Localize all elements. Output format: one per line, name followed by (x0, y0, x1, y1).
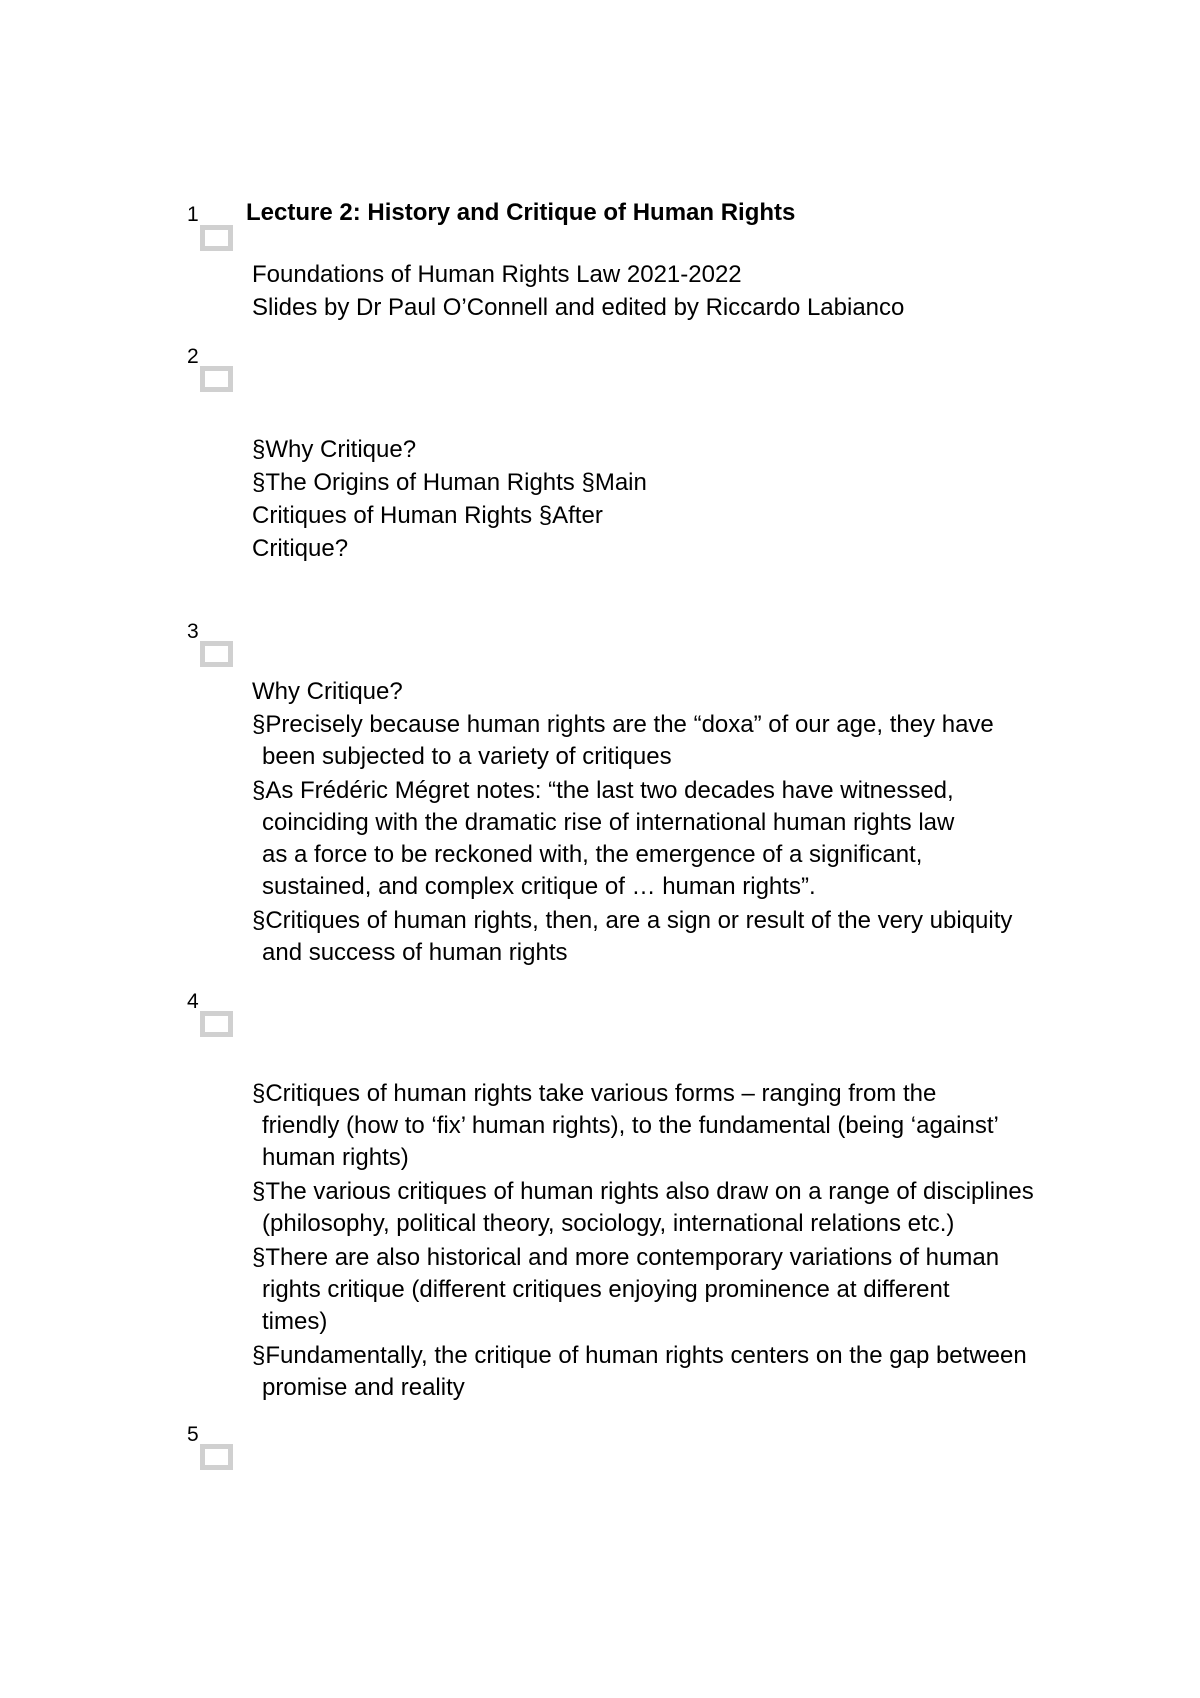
slide-number-3: 3 (187, 620, 199, 643)
slide-3-heading: Why Critique? (252, 678, 403, 705)
slide-5-checkbox[interactable] (200, 1444, 233, 1470)
slide-4-line: times) (262, 1308, 328, 1335)
slide-4-checkbox[interactable] (200, 1011, 233, 1037)
slide-3-line: §As Frédéric Mégret notes: “the last two decades have witnessed, (252, 777, 954, 804)
slide-4-line: §There are also historical and more contemporary variations of human (252, 1244, 1000, 1271)
slide-4-line: friendly (how to ‘fix’ human rights), to the fundamental (being ‘against’ (262, 1112, 999, 1139)
slide-4-line: rights critique (different critiques enjoying prominence at different (262, 1276, 950, 1303)
slide-2-line: §Why Critique? (252, 436, 417, 463)
slide-2-checkbox[interactable] (200, 366, 233, 392)
slide-number-1: 1 (187, 203, 199, 226)
slide-3-line: sustained, and complex critique of … human rights”. (262, 873, 816, 900)
slide-3-line: been subjected to a variety of critiques (262, 743, 672, 770)
slide-2-line: §The Origins of Human Rights §Main (252, 469, 647, 496)
slide-4-line: human rights) (262, 1144, 409, 1171)
slide-1-subtitle: Foundations of Human Rights Law 2021-2022 (252, 261, 742, 288)
slide-number-4: 4 (187, 990, 199, 1013)
slide-4-line: §Fundamentally, the critique of human rights centers on the gap between (252, 1342, 1027, 1369)
slide-3-line: §Precisely because human rights are the “doxa” of our age, they have (252, 711, 994, 738)
slide-4-line: promise and reality (262, 1374, 465, 1401)
slide-4-line: §The various critiques of human rights also draw on a range of disciplines (252, 1178, 1034, 1205)
slide-3-checkbox[interactable] (200, 641, 233, 667)
slide-3-line: coinciding with the dramatic rise of international human rights law (262, 809, 955, 836)
slide-3-line: §Critiques of human rights, then, are a sign or result of the very ubiquity (252, 907, 1013, 934)
slide-2-line: Critiques of Human Rights §After (252, 502, 603, 529)
slide-number-5: 5 (187, 1423, 199, 1446)
slide-4-line: §Critiques of human rights take various forms – ranging from the (252, 1080, 937, 1107)
slide-number-2: 2 (187, 345, 199, 368)
slide-3-line: and success of human rights (262, 939, 568, 966)
slide-1-title: Lecture 2: History and Critique of Human Rights (246, 199, 796, 226)
slide-2-line: Critique? (252, 535, 349, 562)
slide-1-credits: Slides by Dr Paul O’Connell and edited by Riccardo Labianco (252, 294, 905, 321)
slide-4-line: (philosophy, political theory, sociology, international relations etc.) (262, 1210, 955, 1237)
slide-1-checkbox[interactable] (200, 225, 233, 251)
slide-3-line: as a force to be reckoned with, the emergence of a significant, (262, 841, 923, 868)
